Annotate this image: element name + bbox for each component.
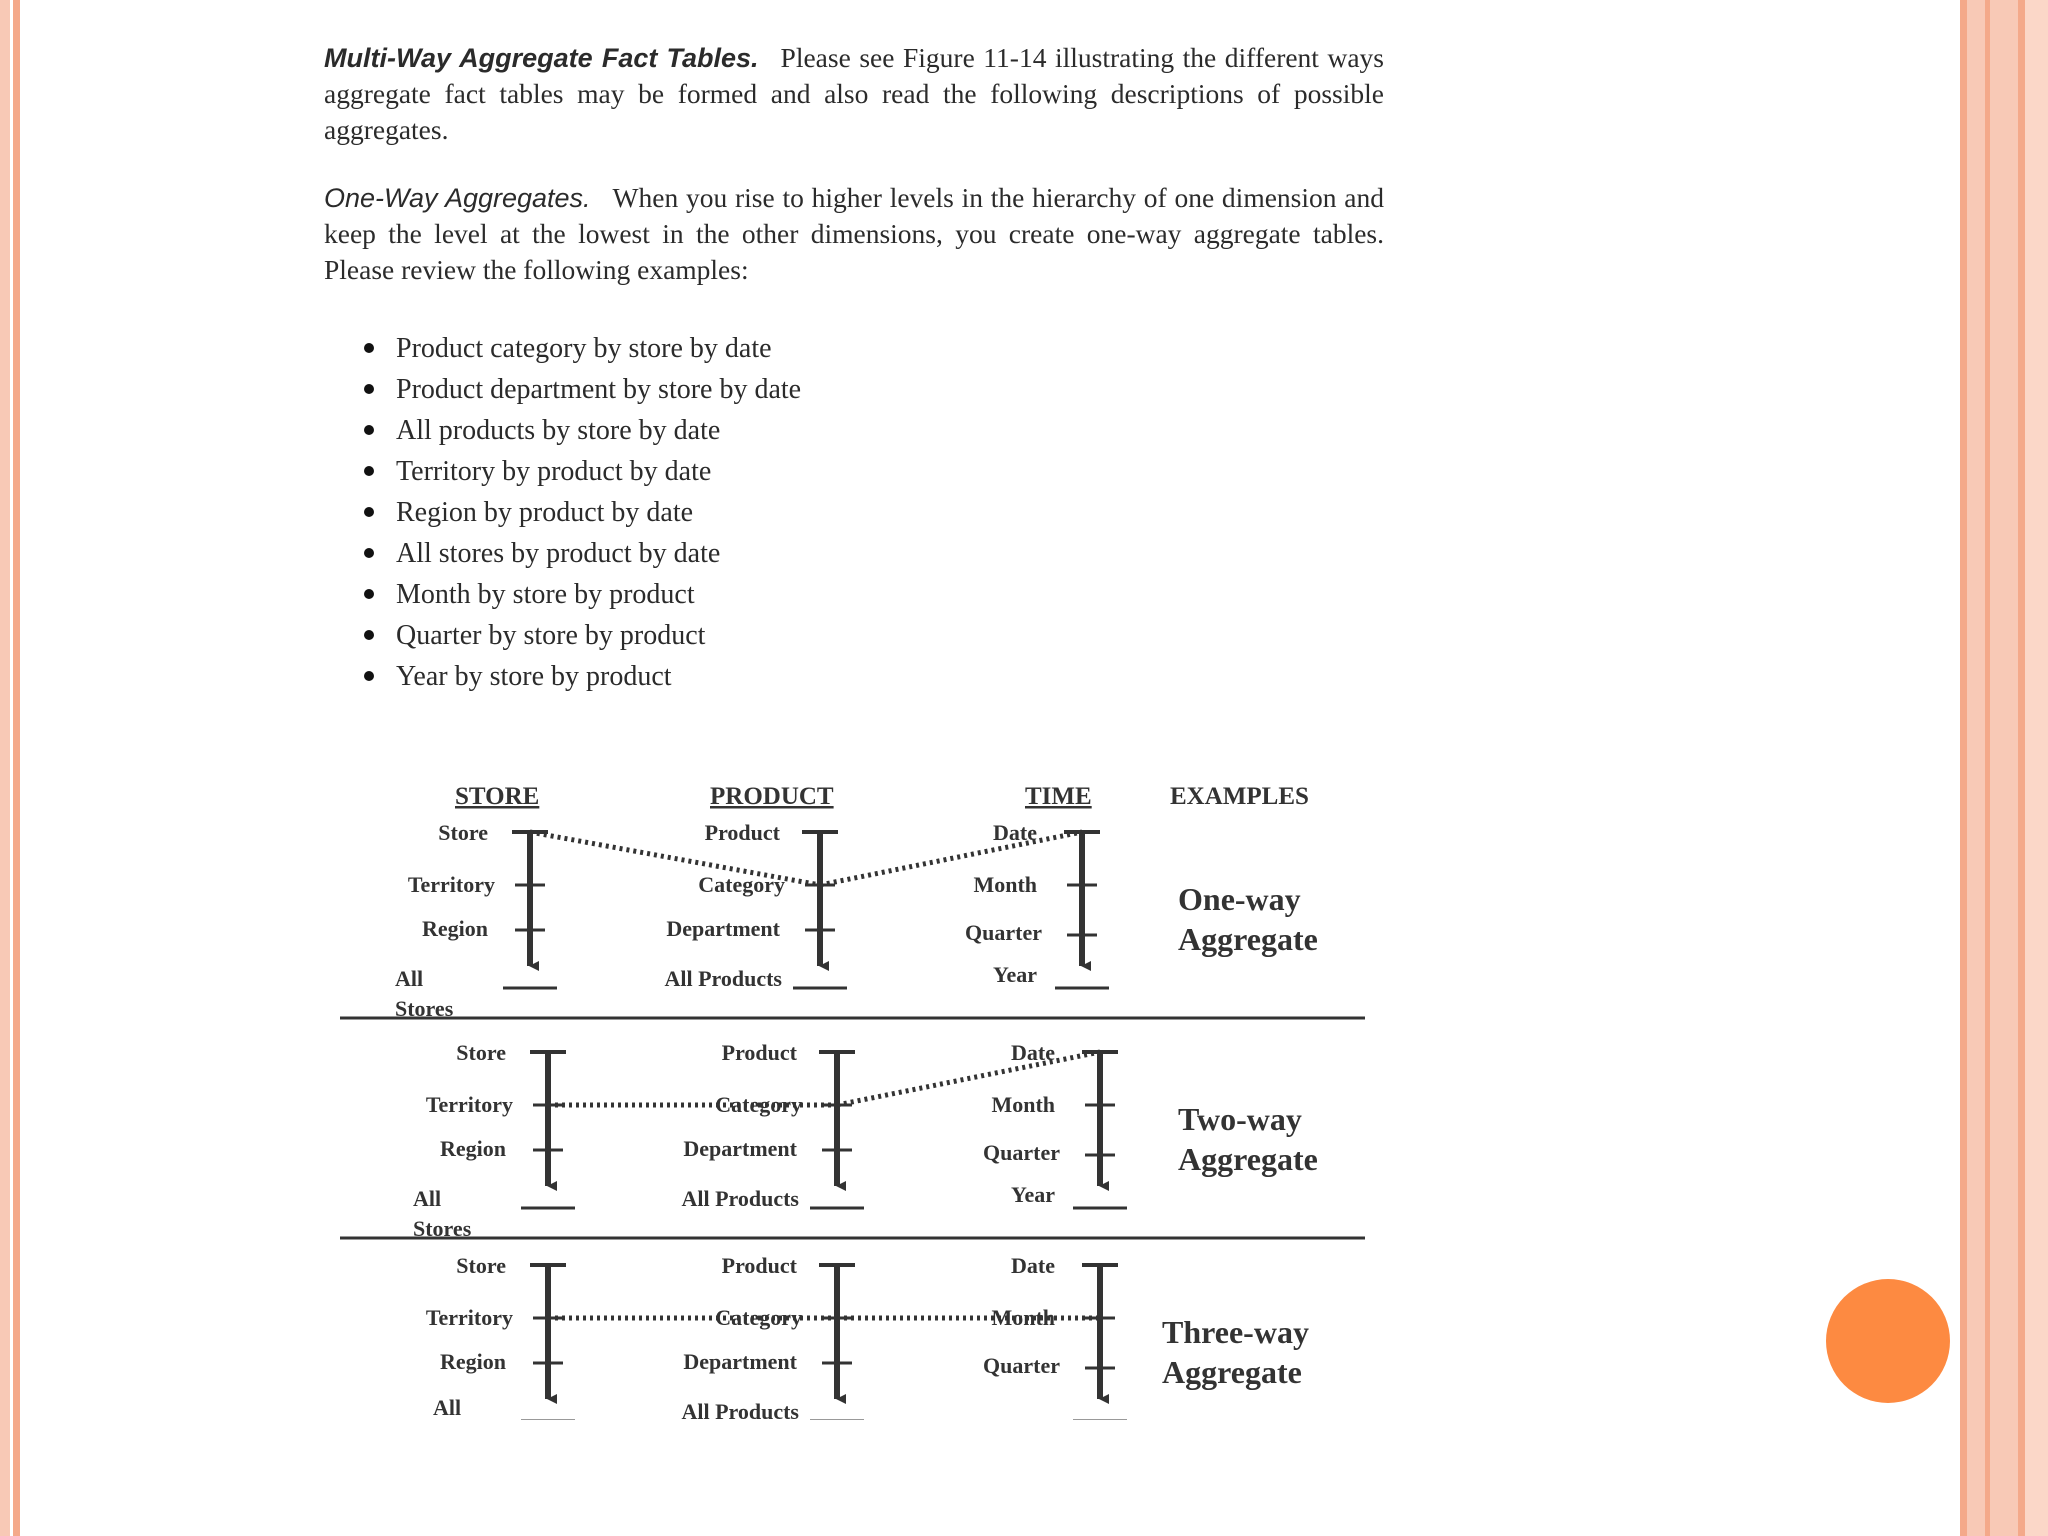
department-level-label: Department [683, 1136, 797, 1161]
month-level-label: Month [973, 872, 1037, 897]
quarter-level-label: Quarter [983, 1140, 1060, 1165]
bullet-icon [364, 466, 374, 476]
all-stores-level-label: All [413, 1186, 442, 1211]
slide-border-left-outer [0, 0, 10, 1536]
list-item: Product department by store by date [364, 369, 1384, 410]
product-level-label: Product [721, 1253, 797, 1278]
all-stores-level-label: All [433, 1395, 462, 1420]
aggregate-diagram [330, 760, 1390, 1420]
category-level-label: Category [698, 872, 785, 897]
quarter-level-label: Quarter [983, 1353, 1060, 1378]
list-item: Year by store by product [364, 656, 1384, 697]
list-item: Region by product by date [364, 492, 1384, 533]
month-level-label: Month [991, 1305, 1055, 1330]
bullet-icon [364, 384, 374, 394]
slide-border-right-4 [1990, 0, 2018, 1536]
slide-border-right-6 [2025, 0, 2048, 1536]
all-stores-level-label: Stores [413, 1216, 472, 1241]
region-level-label: Region [422, 916, 488, 941]
product-level-label: Product [704, 820, 780, 845]
aggregation-path [820, 832, 1082, 885]
document-excerpt [324, 40, 1384, 697]
date-level-label: Date [993, 820, 1037, 845]
date-level-label: Date [1011, 1040, 1055, 1065]
slide-border-left-inner [13, 0, 20, 1536]
all-stores-level-label: All [395, 966, 424, 991]
store-level-label: Store [456, 1040, 506, 1065]
all-products-level-label: All Products [681, 1186, 799, 1211]
header-time: TIME [1025, 783, 1092, 810]
list-item: All products by store by date [364, 410, 1384, 451]
bullet-icon [364, 671, 374, 681]
quarter-level-label: Quarter [965, 920, 1042, 945]
aggregate-label: Aggregate [1178, 1141, 1318, 1177]
bullet-icon [364, 507, 374, 517]
bullet-icon [364, 589, 374, 599]
aggregate-label: Aggregate [1178, 921, 1318, 957]
territory-level-label: Territory [425, 1092, 513, 1117]
territory-level-label: Territory [407, 872, 495, 897]
territory-level-label: Territory [425, 1305, 513, 1330]
bullet-icon [364, 343, 374, 353]
category-level-label: Category [715, 1092, 802, 1117]
paragraph-lead-one-way: One-Way Aggregates. [324, 183, 591, 213]
aggregation-path [837, 1052, 1100, 1105]
all-stores-level-label: Stores [395, 996, 454, 1021]
header-examples: EXAMPLES [1170, 783, 1309, 810]
bullet-icon [364, 630, 374, 640]
aggregate-label: Aggregate [1162, 1354, 1302, 1390]
list-item: Quarter by store by product [364, 615, 1384, 656]
aggregate-figure [330, 760, 1390, 1425]
region-level-label: Region [440, 1349, 506, 1374]
paragraph-one-way [324, 180, 1384, 288]
product-level-label: Product [721, 1040, 797, 1065]
paragraph-text-one-way: When you rise to higher levels in the hierarchy of one dimension and keep the level at the lowest in the other dimensions, you create one-way aggregate tables. Please review the following examples: [324, 182, 1384, 285]
year-level-label: Year [993, 962, 1037, 987]
header-product: PRODUCT [710, 783, 834, 810]
aggregate-label: Two-way [1178, 1101, 1302, 1137]
list-item: Product category by store by date [364, 328, 1384, 369]
category-level-label: Category [715, 1305, 802, 1330]
decorative-orange-circle [1826, 1279, 1950, 1403]
list-item: All stores by product by date [364, 533, 1384, 574]
paragraph-multi-way [324, 40, 1384, 148]
slide-border-right-5 [2018, 0, 2025, 1536]
month-level-label: Month [991, 1092, 1055, 1117]
slide-border-right-1 [1960, 0, 1967, 1536]
paragraph-text-multi-way: Please see Figure 11-14 illustrating the different ways aggregate fact tables may be formed and also read the following descriptions of possible aggregates. [324, 42, 1384, 145]
all-products-level-label: All Products [664, 966, 782, 991]
region-level-label: Region [440, 1136, 506, 1161]
date-level-label: Date [1011, 1253, 1055, 1278]
department-level-label: Department [666, 916, 780, 941]
year-level-label: Year [1011, 1182, 1055, 1207]
store-level-label: Store [456, 1253, 506, 1278]
all-products-level-label: All Products [681, 1399, 799, 1420]
list-item: Month by store by product [364, 574, 1384, 615]
list-item: Territory by product by date [364, 451, 1384, 492]
aggregate-label: One-way [1178, 881, 1301, 917]
bullet-icon [364, 548, 374, 558]
store-level-label: Store [438, 820, 488, 845]
bullet-icon [364, 425, 374, 435]
examples-list [364, 328, 1384, 697]
department-level-label: Department [683, 1349, 797, 1374]
aggregate-bands [340, 820, 1365, 1420]
paragraph-lead-multi-way: Multi-Way Aggregate Fact Tables. [324, 43, 759, 73]
aggregate-label: Three-way [1162, 1314, 1309, 1350]
header-store: STORE [455, 783, 540, 810]
slide-border-right-2 [1967, 0, 1985, 1536]
